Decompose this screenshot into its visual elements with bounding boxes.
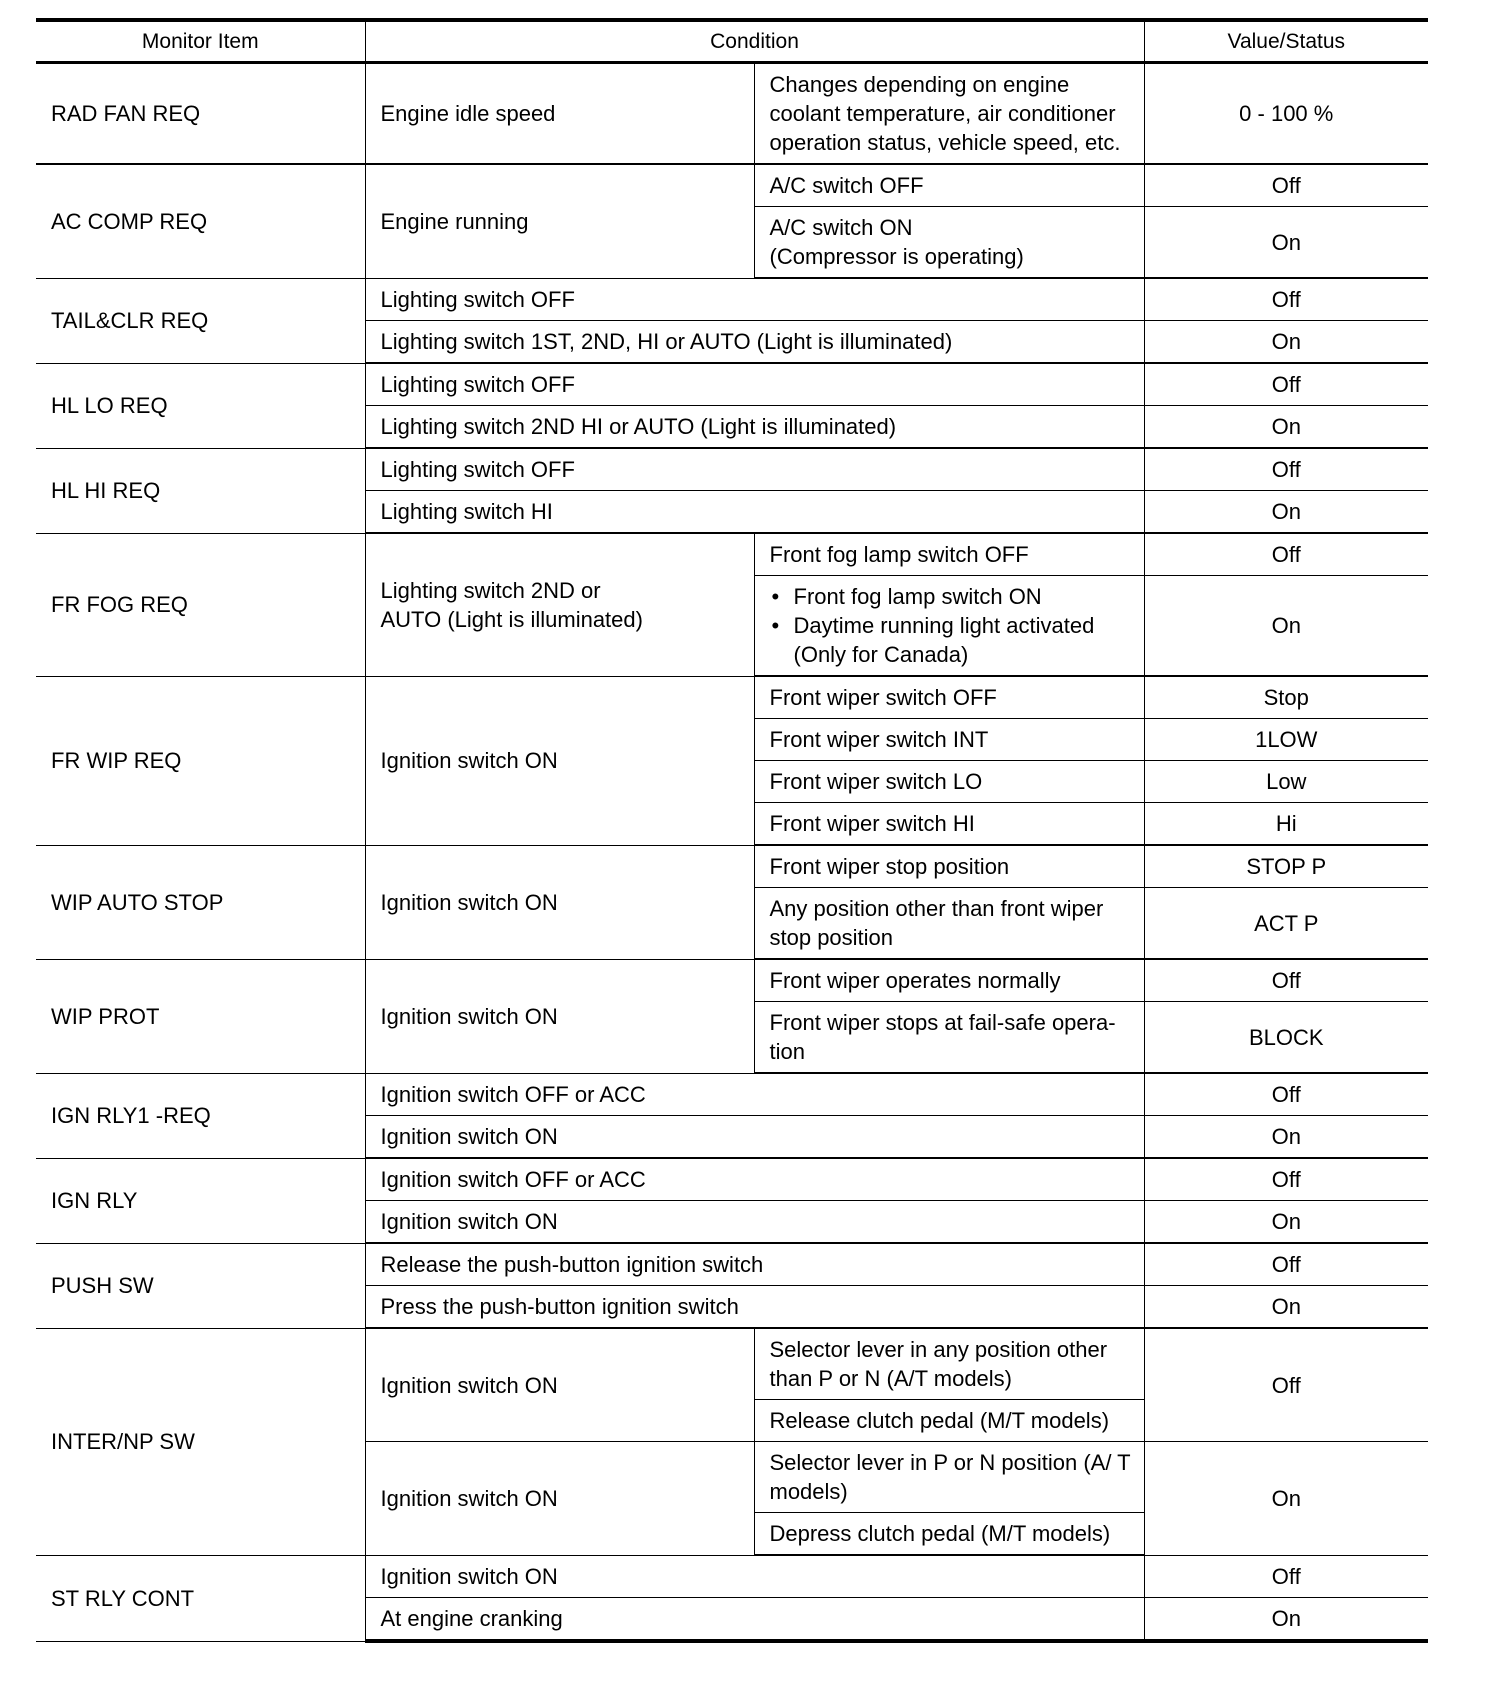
monitor-item-cell: WIP AUTO STOP (36, 845, 365, 959)
sub-condition-cell (754, 576, 1144, 677)
bullet-item: • Front fog lamp switch ON (770, 582, 1137, 611)
value-cell: Off (1144, 363, 1428, 406)
condition-cell: Lighting switch OFF (365, 448, 1144, 491)
condition-cell: Lighting switch OFF (365, 363, 1144, 406)
condition-cell: Ignition switch ON (365, 1116, 1144, 1159)
condition-cell: Ignition switch OFF or ACC (365, 1073, 1144, 1116)
condition-cell: Lighting switch OFF (365, 278, 1144, 321)
value-cell: Off (1144, 959, 1428, 1002)
sub-condition-cell: Front wiper stop position (754, 845, 1144, 888)
table-row (36, 1328, 1428, 1400)
monitor-item-cell: IGN RLY1 -REQ (36, 1073, 365, 1158)
condition-cell: Lighting switch 1ST, 2ND, HI or AUTO (Light is illuminated) (365, 321, 1144, 364)
value-cell: Off (1144, 1555, 1428, 1598)
monitor-item-cell: RAD FAN REQ (36, 63, 365, 165)
value-cell: Stop (1144, 676, 1428, 719)
monitor-item-cell: ST RLY CONT (36, 1555, 365, 1641)
value-cell: Off (1144, 533, 1428, 576)
sub-condition-cell: Front wiper operates normally (754, 959, 1144, 1002)
sub-condition-cell: Selector lever in P or N position (A/ T models) (754, 1442, 1144, 1513)
condition-cell: Engine running (365, 164, 754, 278)
monitor-item-cell: FR WIP REQ (36, 676, 365, 845)
sub-condition-cell: Depress clutch pedal (M/T models) (754, 1513, 1144, 1556)
sub-condition-cell: Front wiper switch OFF (754, 676, 1144, 719)
condition-line: AUTO (Light is illuminated) (380, 606, 643, 632)
sub-condition-cell (754, 207, 1144, 279)
sub-condition-cell: Front wiper switch LO (754, 761, 1144, 803)
value-cell: Hi (1144, 803, 1428, 846)
table-row (36, 363, 1428, 406)
value-cell: On (1144, 207, 1428, 279)
value-cell: On (1144, 1116, 1428, 1159)
value-cell: 1LOW (1144, 719, 1428, 761)
value-cell: On (1144, 406, 1428, 449)
value-cell: 0 - 100 % (1144, 63, 1428, 165)
sub-condition-cell: Front wiper switch HI (754, 803, 1144, 846)
table-row (36, 845, 1428, 888)
value-cell: On (1144, 1598, 1428, 1642)
value-cell: STOP P (1144, 845, 1428, 888)
table-row (36, 533, 1428, 576)
table-row (36, 1555, 1428, 1598)
condition-cell: Release the push-button ignition switch (365, 1243, 1144, 1286)
value-cell: Off (1144, 278, 1428, 321)
condition-cell: Lighting switch HI (365, 491, 1144, 534)
value-cell: Off (1144, 1158, 1428, 1201)
sub-condition-cell: Selector lever in any position other than P or N (A/T models) (754, 1328, 1144, 1400)
value-cell: Off (1144, 1073, 1428, 1116)
sub-condition-cell: Changes depending on engine coolant temperature, air conditioner operation status, vehicle speed, etc. (754, 63, 1144, 165)
monitor-item-cell: FR FOG REQ (36, 533, 365, 676)
sub-condition-cell: A/C switch OFF (754, 164, 1144, 207)
condition-cell: Ignition switch ON (365, 1201, 1144, 1244)
condition-cell: Ignition switch OFF or ACC (365, 1158, 1144, 1201)
value-cell: ACT P (1144, 888, 1428, 960)
condition-line: Lighting switch 2ND or (380, 577, 601, 603)
sub-condition-cell: Front fog lamp switch OFF (754, 533, 1144, 576)
table-row (36, 164, 1428, 207)
condition-cell: Press the push-button ignition switch (365, 1286, 1144, 1329)
monitor-item-cell: INTER/NP SW (36, 1328, 365, 1555)
value-cell: Off (1144, 448, 1428, 491)
monitor-item-cell: IGN RLY (36, 1158, 365, 1243)
condition-cell: Ignition switch ON (365, 845, 754, 959)
condition-cell: Lighting switch 2ND HI or AUTO (Light is illuminated) (365, 406, 1144, 449)
monitor-item-cell: HL LO REQ (36, 363, 365, 448)
sub-condition-line: A/C switch ON (769, 215, 913, 240)
table-header-row (36, 20, 1428, 63)
condition-cell: Ignition switch ON (365, 1328, 754, 1442)
bullet-list (770, 582, 1137, 669)
monitor-item-table (36, 18, 1428, 1643)
value-cell: On (1144, 491, 1428, 534)
value-cell: On (1144, 576, 1428, 677)
sub-condition-cell: Front wiper stops at fail-safe opera-tion (754, 1002, 1144, 1074)
condition-cell: At engine cranking (365, 1598, 1144, 1642)
condition-cell: Ignition switch ON (365, 676, 754, 845)
monitor-item-cell: HL HI REQ (36, 448, 365, 533)
table-row (36, 278, 1428, 321)
monitor-item-cell: TAIL&CLR REQ (36, 278, 365, 363)
sub-condition-cell: Release clutch pedal (M/T models) (754, 1400, 1144, 1442)
value-cell: On (1144, 321, 1428, 364)
bullet-item: • Daytime running light activated (Only for Canada) (770, 611, 1137, 669)
table-row (36, 959, 1428, 1002)
value-cell: Low (1144, 761, 1428, 803)
condition-cell: Ignition switch ON (365, 1442, 754, 1556)
monitor-item-cell: WIP PROT (36, 959, 365, 1073)
sub-condition-cell: Front wiper switch INT (754, 719, 1144, 761)
value-cell: On (1144, 1286, 1428, 1329)
monitor-item-cell: PUSH SW (36, 1243, 365, 1328)
sub-condition-line: (Compressor is operating) (769, 244, 1024, 269)
value-cell: On (1144, 1201, 1428, 1244)
condition-cell: Ignition switch ON (365, 959, 754, 1073)
table-row (36, 448, 1428, 491)
condition-cell: Engine idle speed (365, 63, 754, 165)
value-cell: On (1144, 1442, 1428, 1556)
table-row (36, 63, 1428, 165)
table-row (36, 676, 1428, 719)
value-cell: Off (1144, 1328, 1428, 1442)
value-cell: BLOCK (1144, 1002, 1428, 1074)
header-monitor-item: Monitor Item (36, 20, 365, 63)
sub-condition-cell: Any position other than front wiper stop position (754, 888, 1144, 960)
table-row (36, 1243, 1428, 1286)
value-cell: Off (1144, 164, 1428, 207)
value-cell: Off (1144, 1243, 1428, 1286)
header-condition: Condition (365, 20, 1144, 63)
condition-cell (365, 533, 754, 676)
monitor-item-cell: AC COMP REQ (36, 164, 365, 278)
condition-cell: Ignition switch ON (365, 1555, 1144, 1598)
header-value-status: Value/Status (1144, 20, 1428, 63)
table-row (36, 1158, 1428, 1201)
table-row (36, 1073, 1428, 1116)
